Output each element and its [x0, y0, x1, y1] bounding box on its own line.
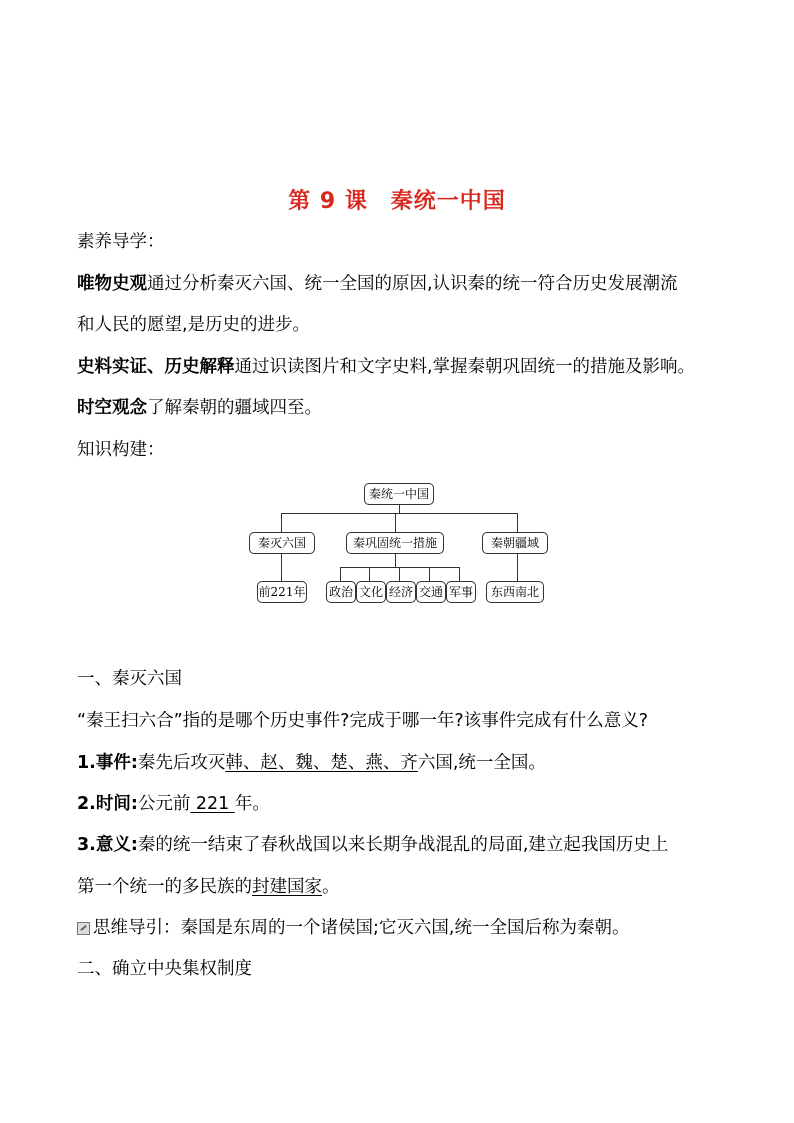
tree-root-node: 秦统一中国 [364, 483, 434, 505]
time-text: 公元前 [137, 794, 191, 814]
literacy-item-spacetime [77, 396, 727, 420]
connector [395, 513, 396, 532]
connector [517, 513, 518, 532]
connector [429, 567, 430, 581]
time-text: 年。 [234, 794, 270, 814]
connector [369, 567, 370, 581]
meaning-text: 第一个统一的多民族的 [77, 877, 252, 897]
connector [517, 552, 518, 581]
hint-icon [77, 922, 90, 935]
literacy-text: 通过分析秦灭六国、统一全国的原因,认识秦的统一符合历史发展潮流 [147, 274, 678, 294]
event-label: 1.事件: [77, 753, 138, 773]
tree-measure-node: 交通 [416, 581, 446, 603]
section1-heading: 一、秦灭六国 [77, 669, 182, 689]
tree-branch-node: 秦灭六国 [249, 532, 315, 554]
section2-heading: 二、确立中央集权制度 [77, 959, 252, 979]
connector [281, 513, 282, 532]
lesson-title: 第 9 课 秦统一中国 [288, 189, 506, 214]
hint-text: 思维导引：秦国是东周的一个诸侯国;它灭六国,统一全国后称为秦朝。 [93, 918, 630, 938]
connector [395, 552, 396, 567]
literacy-item-evidence [77, 355, 727, 379]
meaning-line-cont [77, 875, 727, 899]
literacy-text: 了解秦朝的疆域四至。 [147, 398, 322, 418]
connector [340, 567, 341, 581]
connector [281, 513, 518, 514]
event-line [77, 751, 727, 775]
time-line [77, 792, 727, 816]
meaning-text: 秦的统一结束了春秋战国以来长期争战混乱的局面,建立起我国历史上 [137, 835, 669, 855]
tree-branch-node: 秦巩固统一措施 [346, 532, 444, 554]
meaning-text: 。 [322, 877, 340, 897]
hint-line [77, 916, 727, 940]
tree-branch-node: 秦朝疆域 [482, 532, 548, 554]
meaning-answer: 封建国家 [252, 877, 322, 897]
tree-measure-node: 经济 [386, 581, 416, 603]
knowledge-heading: 知识构建： [77, 440, 165, 460]
literacy-text: 通过识读图片和文字史料,掌握秦朝巩固统一的措施及影响。 [234, 357, 696, 377]
literacy-label: 史料实证、历史解释 [77, 357, 235, 377]
meaning-label: 3.意义: [77, 835, 138, 855]
tree-measure-node: 文化 [356, 581, 386, 603]
tree-measure-node: 军事 [446, 581, 476, 603]
time-label: 2.时间: [77, 794, 138, 814]
connector [281, 552, 282, 581]
literacy-label: 唯物史观 [77, 274, 147, 294]
time-year-answer: 221 [190, 794, 235, 814]
event-text: 秦先后攻灭 [137, 753, 226, 773]
literacy-item-materialism-cont: 和人民的愿望,是历史的进步。 [77, 315, 311, 335]
connector [399, 567, 400, 581]
meaning-line [77, 833, 727, 857]
literacy-item-materialism [77, 272, 727, 296]
section1-question: “秦王扫六合”指的是哪个历史事件?完成于哪一年?该事件完成有什么意义? [77, 711, 648, 731]
tree-leaf-node: 前221年 [257, 581, 307, 603]
literacy-heading: 素养导学： [77, 232, 165, 252]
tree-measure-node: 政治 [326, 581, 356, 603]
knowledge-tree-diagram [240, 477, 560, 612]
event-text: 六国,统一全国。 [417, 753, 546, 773]
connector [459, 567, 460, 581]
tree-leaf-node: 东西南北 [486, 581, 544, 603]
event-states-answer: 韩、赵、魏、楚、燕、齐 [225, 753, 418, 773]
literacy-label: 时空观念 [77, 398, 147, 418]
connector [399, 504, 400, 513]
